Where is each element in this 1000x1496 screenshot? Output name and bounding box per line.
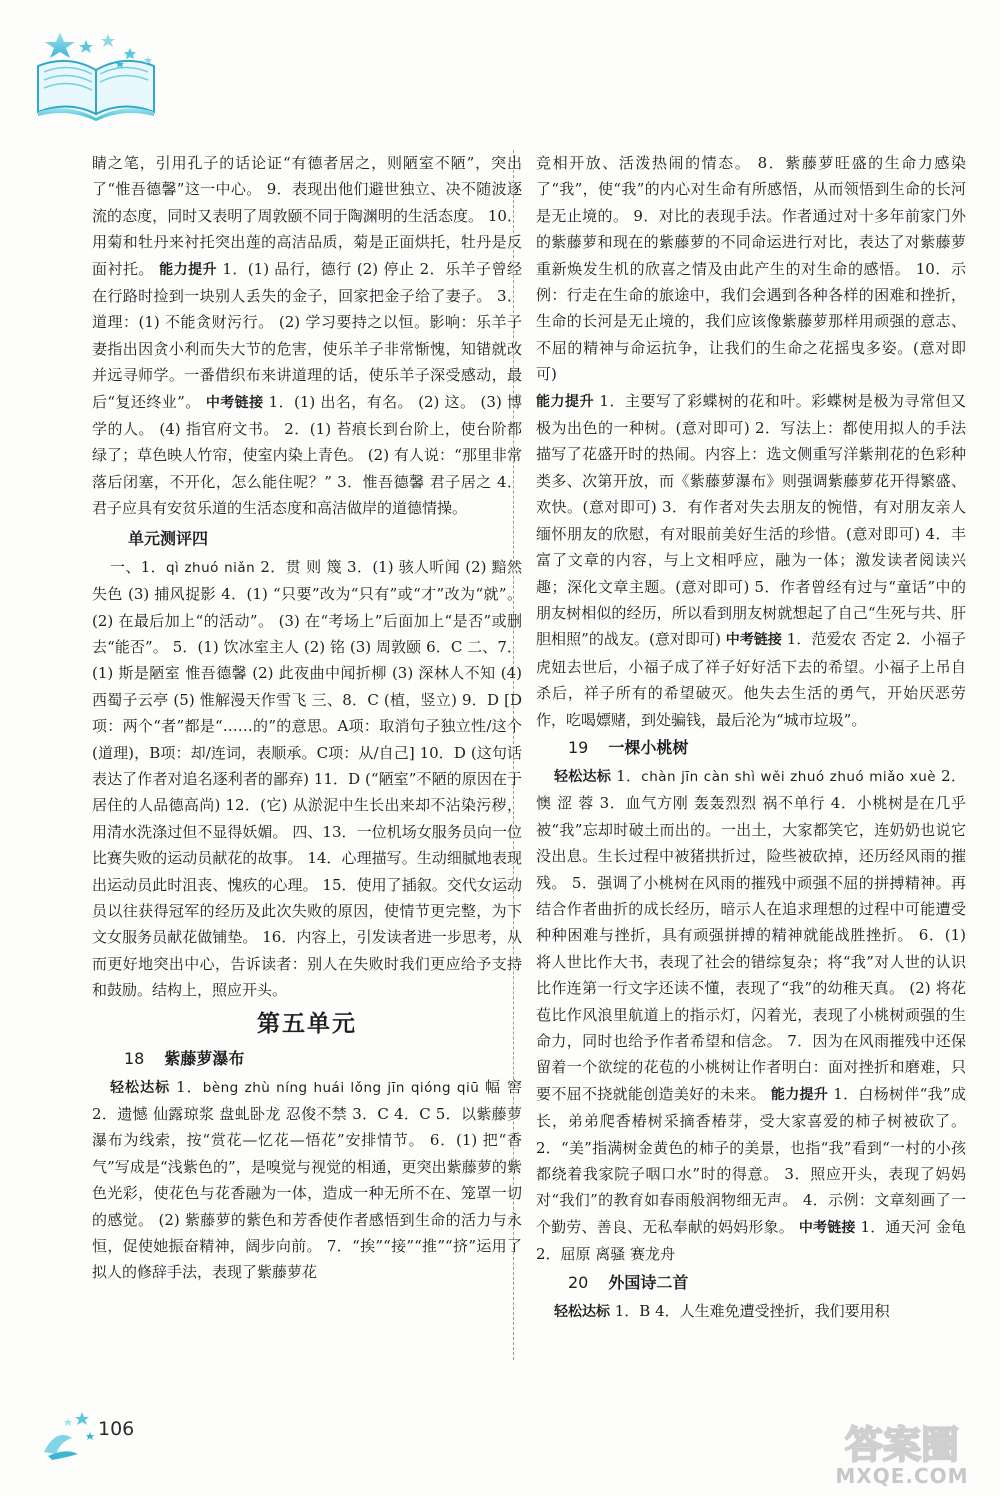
keyword-nengli-tisheng: 能力提升 (159, 261, 218, 278)
lesson-title: 外国诗二首 (608, 1272, 689, 1292)
answer-paragraph: 一、1．qì zhuó niǎn 2．贯 则 篾 3．(1) 骇人听闻 (2) 黯然失色 (3) 捕风捉影 4．(1) “只要”改为“只有”或“才”改为“就”。 (2) 在最后加上“的活动”。 (3) 在“考场上”后面加上“是否”或删去“能否”。 5．(1) 饮冰室主人 (2) 铭 (3) 周敦颐 6．C 二、7．(1) 斯是陋室 惟吾德馨 (2) 此夜曲中闻折柳 (3) 深林人不知 (4) 西蜀子云亭 (5) 惟解漫天作雪飞 三、8．C (植，竖立) 9．D [D项：两个“者”都是“……的”的意思。A项：取消句子独立性/这个 (道理)，B项：却/连词，表顺承。C项：从/自己] 10．D (这句话表达了作者对追名逐利者的鄙弃) 11．D (“陋室”不陋的原因在于居住的人品德高尚) 12．(它) 从淤泥中生长出来却不沾染污秽，用清水洗涤过但不显得妖媚。 四、13．一位机场女服务员向一位比赛失败的运动员献花的故事。 14．心理描写。生动细腻地表现出运动员此时沮丧、愧疚的心理。 15．使用了插叙。交代女运动员以往获得冠军的经历及此次失败的原因，使情节更完整，为下文女服务员献花做铺垫。 16．内容上，引发读者进一步思考，从而更好地突出中心，告诉读者：别人在失败时我们更应给予支持和鼓励。结构上，照应开头。 (92, 557, 522, 1000)
keyword-nengli-tisheng: 能力提升 (536, 393, 595, 410)
page-number: 106 (98, 1418, 135, 1440)
answer-paragraph: 能力提升 1．主要写了彩蝶树的花和叶。彩蝶树是极为寻常但又极为出色的一种树。(意对即可) 2．写法上：都使用拟人的手法描写了花盛开时的热闹。内容上：选文侧重写洋紫荆花的色彩种类多、次第开放，而《紫藤萝瀑布》则强调紫藤萝花开得繁盛、欢快。(意对即可) 3．有作者对失去朋友的惋惜，有对朋友亲人缅怀朋友的欣慰，有对眼前美好生活的珍惜。(意对即可) 4．丰富了文章的内容，与上文相呼应，融为一体；激发读者阅读兴趣；深化文章主题。(意对即可) 5．作者曾经有过与“童话”中的朋友树相似的经历，所以看到朋友树就想起了自己“生死与共、肝胆相照”的战友。(意对即可) 中考链接 1．范爱农 否定 2．小福子 虎妞去世后，小福子成了祥子好好活下去的希望。小福子上吊自杀后，祥子所有的希望破灭。他失去生活的勇气，开始厌恶劳作，吃喝嫖赌，到处骗钱，最后沦为“城市垃圾”。 (536, 391, 967, 729)
watermark-url: MXQE.COM (835, 1464, 969, 1488)
lesson-heading (124, 1044, 522, 1074)
keyword-nengli-tisheng: 能力提升 (770, 1086, 829, 1103)
answer-paragraph: 竞相开放、活泼热闹的情态。 8．紫藤萝旺盛的生命力感染了“我”，使“我”的内心对生命有所感悟，从而领悟到生命的长河是无止境的。 9．对比的表现手法。作者通过对十多年前家门外的紫藤萝和现在的紫藤萝的不同命运进行对比，表达了对紫藤萝重新焕发生机的欣喜之情及由此产生的对生命的感悟。 10．示例：行走在生命的旅途中，我们会遇到各种各样的困难和挫折，生命的长河是无止境的，我们应该像紫藤萝那样用顽强的意志、不屈的精神与命运抗争，让我们的生命之花摇曳多姿。(意对即可) (536, 154, 966, 384)
footer-sparkle-icon (38, 1408, 96, 1460)
pinyin-text: qì zhuó niǎn (165, 559, 256, 576)
answer-paragraph: 轻松达标 1．chàn jīn càn shì wěi zhuó zhuó miǎo xuè 2．懊 涩 蓉 3．血气方刚 轰轰烈烈 祸不单行 4．小桃树是在几乎被“我”忘却时破土而出的。一出土，大家都笑它，连奶奶也说它没出息。生长过程中被猪拱折过，险些被砍掉，还历经风雨的摧残。 5．强调了小桃树在风雨的摧残中顽强不屈的拼搏精神。再结合作者曲折的成长经历，暗示人在追求理想的过程中可能遭受种种困难与挫折，具有顽强拼搏的精神就能战胜挫折。 6．(1) 将人世比作大书，表现了社会的错综复杂；将“我”对人世的认识比作连第一行文字还读不懂，表现了“我”的幼稚天真。 (2) 将花苞比作风浪里航道上的指示灯，闪着光，表现了小桃树顽强的生命力，同时也给予作者希望和信念。 7．因为在风雨摧残中还保留着一个欲绽的花苞的小桃树让作者明白：面对挫折和磨难，只要不屈不挠就能创造美好的未来。 能力提升 1．白杨树伴“我”成长，弟弟爬香椿树采摘香椿芽，受大家喜爱的柿子树被砍了。 2．“美”指满树金黄色的柿子的美景，也指“我”看到“一村的小孩都绕着我家院子咽口水”时的得意。 3．照应开头，表现了妈妈对“我们”的教育如春雨般润物细无声。 4．示例：文章刻画了一个勤劳、善良、无私奉献的妈妈形象。 中考链接 1．通天河 金龟 2．屈原 离骚 赛龙舟 (536, 766, 966, 1264)
left-column (92, 150, 522, 1286)
answer-paragraph: 睛之笔，引用孔子的话论证“有德者居之，则陋室不陋”，突出了“惟吾德馨”这一中心。 9．表现出他们避世独立、决不随波逐流的态度，同时又表明了周敦颐不同于陶渊明的生活态度。 10．用菊和牡丹来衬托突出莲的高洁品质，菊是正面烘托，牡丹是反面衬托。 能力提升 1．(1) 品行，德行 (2) 停止 2．乐羊子曾经在行路时捡到一块别人丢失的金子，回家把金子给了妻子。 3．道理：(1) 不能贪财污行。 (2) 学习要持之以恒。影响：乐羊子妻指出因贪小利而失大节的危害，使乐羊子非常惭愧，知错就改并远寻师学。一番借织布来讲道理的话，使乐羊子深受感动，最后“复还终业”。 中考链接 1．(1) 出名，有名。 (2) 这。 (3) 博学的人。 (4) 指官府文书。 2．(1) 苔痕长到台阶上，使台阶都绿了；草色映人竹帘，使室内染上青色。 (2) 有人说：“那里非常落后闭塞，不开化，怎么能住呢？” 3．惟吾德馨 君子居之 4．君子应具有安贫乐道的生活态度和高洁做岸的道德情操。 (92, 154, 522, 518)
lesson-title: 一棵小桃树 (608, 737, 689, 757)
right-column (536, 150, 966, 1325)
lesson-number: 18 (124, 1048, 145, 1068)
column-divider (513, 150, 514, 1360)
lesson-heading (568, 733, 966, 763)
keyword-zhongkao-lianjie: 中考链接 (798, 1219, 856, 1236)
keyword-qingsong-dabiao: 轻松达标 (554, 1303, 610, 1320)
pinyin-text: chàn jīn càn shì wěi zhuó zhuó miǎo xuè (641, 768, 937, 785)
lesson-title: 紫藤萝瀑布 (164, 1048, 245, 1068)
watermark-text: 答案圈 (844, 1423, 960, 1466)
book-stars-logo-icon (30, 26, 165, 121)
keyword-zhongkao-lianjie: 中考链接 (205, 394, 264, 411)
section-title: 单元测评四 (128, 528, 209, 548)
keyword-qingsong-dabiao: 轻松达标 (110, 1079, 171, 1096)
unit-title: 第五单元 (257, 1010, 357, 1037)
watermark-logo (822, 1420, 982, 1490)
watermark-text-icon (822, 1420, 982, 1466)
pinyin-text: bèng zhù níng huái lǒng jīn qióng qiū (202, 1079, 480, 1096)
lesson-number: 20 (568, 1272, 589, 1292)
lesson-heading (568, 1268, 966, 1298)
keyword-zhongkao-lianjie: 中考链接 (725, 632, 782, 649)
answer-paragraph: 轻松达标 1．bèng zhù níng huái lǒng jīn qióng qiū 幅 窖 2．遗憾 仙露琼浆 盘虬卧龙 忍俊不禁 3．C 4．C 5．以紫藤萝瀑布为线索，按“赏花—忆花—悟花”安排情节。 6．(1) 把“香气”写成是“浅紫色的”，是嗅觉与视觉的相通，更突出紫藤萝的紫色光彩，使花色与花香融为一体，造成一种无所不在、笼罩一切的感觉。 (2) 紫藤萝的紫色和芳香使作者感悟到生命的活力与永恒，促使她振奋精神，阔步向前。 7．“挨”“接”“推”“挤”运用了拟人的修辞手法，表现了紫藤萝花 (92, 1077, 522, 1282)
lesson-number: 19 (568, 737, 589, 757)
answer-paragraph: 轻松达标 1．B 4．人生难免遭受挫折，我们要用积 (554, 1301, 890, 1320)
keyword-qingsong-dabiao: 轻松达标 (554, 768, 612, 785)
